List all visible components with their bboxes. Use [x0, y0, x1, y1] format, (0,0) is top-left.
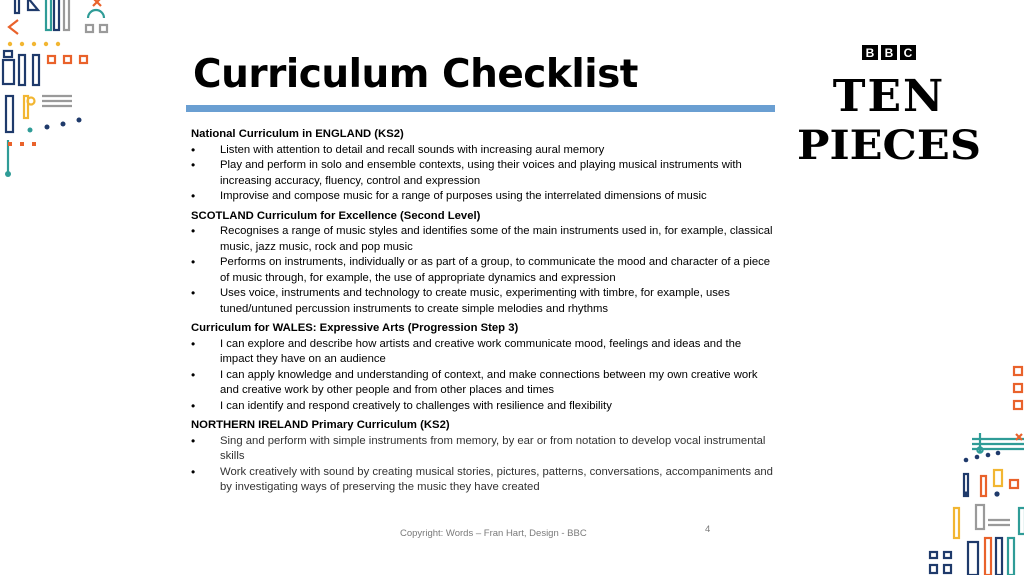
bullet-list — [191, 337, 776, 415]
list-item-text: Listen with attention to detail and recall sounds with increasing aural memory — [220, 143, 605, 156]
decorative-doodles-left — [0, 0, 120, 185]
list-item-text: Improvise and compose music for a range of purposes using the interrelated dimensions of music — [220, 190, 707, 202]
page-title: Curriculum Checklist — [193, 52, 638, 97]
logo-wordmark-ten: TEN — [832, 71, 946, 122]
bbc-logo-icon — [862, 45, 916, 60]
curriculum-content — [191, 127, 776, 500]
list-item-text: Uses voice, instruments and technology to create music, experimenting with timbre, for example, uses tuned/untuned percussion instruments to create simple melodies and rhythms — [220, 287, 730, 315]
bbc-letter-3: C — [903, 46, 913, 60]
page-number: 4 — [705, 524, 711, 535]
section-heading: SCOTLAND Curriculum for Excellence (Second Level) — [191, 209, 481, 222]
bbc-ten-pieces-logo — [796, 43, 986, 165]
bullet-icon: • — [191, 398, 196, 413]
bbc-letter-1: B — [865, 46, 875, 60]
title-underline — [186, 105, 775, 112]
bullet-list — [191, 434, 776, 496]
bullet-icon: • — [191, 433, 196, 448]
bullet-icon: • — [191, 286, 196, 300]
list-item — [191, 286, 776, 317]
bbc-letter-2: B — [884, 46, 894, 60]
list-item-text: I can apply knowledge and understanding of context, and make connections between my own creative work and creative work by other people and from other places and times — [220, 368, 758, 396]
list-item-text: Recognises a range of music styles and identifies some of the main instruments used in, for example, classical music, jazz music, rock and pop music — [220, 225, 773, 253]
list-item — [191, 143, 776, 159]
section-england — [191, 127, 776, 205]
bullet-icon: • — [191, 224, 196, 238]
list-item — [191, 158, 776, 189]
section-heading: National Curriculum in ENGLAND (KS2) — [191, 128, 404, 140]
list-item — [191, 337, 776, 368]
list-item-text: Play and perform in solo and ensemble contexts, using their voices and playing musical instruments with increasing accuracy, fluency, control and expression — [220, 159, 742, 187]
list-item — [191, 255, 776, 286]
copyright-footer: Copyright: Words – Fran Hart, Design - BBC — [400, 528, 587, 539]
section-heading: Curriculum for WALES: Expressive Arts (Progression Step 3) — [191, 322, 519, 334]
bullet-icon: • — [191, 464, 196, 479]
list-item-text: I can identify and respond creatively to challenges with resilience and flexibility — [220, 399, 612, 412]
section-northern-ireland — [191, 418, 776, 496]
bullet-icon: • — [191, 255, 196, 269]
list-item-text: Sing and perform with simple instruments from memory, by ear or from notation to develop vocal instrumental skills — [220, 434, 766, 462]
list-item-text: I can explore and describe how artists and creative work communicate mood, feelings and ideas and the impact they have on an audience — [220, 337, 742, 365]
list-item — [191, 224, 776, 255]
bullet-icon: • — [191, 336, 196, 351]
list-item — [191, 189, 776, 205]
list-item — [191, 368, 776, 399]
bullet-icon: • — [191, 158, 196, 172]
section-scotland — [191, 209, 776, 318]
list-item — [191, 465, 776, 496]
list-item — [191, 399, 776, 415]
list-item-text: Work creatively with sound by creating musical stories, pictures, patterns, conversations, accompaniments and by investigating ways of preserving the music they have created — [220, 465, 773, 493]
section-heading: NORTHERN IRELAND Primary Curriculum (KS2) — [191, 419, 450, 431]
section-wales — [191, 321, 776, 414]
bullet-icon: • — [191, 189, 196, 203]
bullet-icon: • — [191, 367, 196, 382]
bullet-list — [191, 143, 776, 205]
list-item-text: Performs on instruments, individually or as part of a group, to communicate the mood and character of a piece of music through, for example, the use of appropriate dynamics and expression — [220, 256, 771, 284]
logo-wordmark-pieces: PIECES — [797, 122, 981, 165]
decorative-doodles-right — [918, 360, 1024, 575]
list-item — [191, 434, 776, 465]
bullet-list — [191, 224, 776, 317]
bullet-icon: • — [191, 142, 196, 157]
